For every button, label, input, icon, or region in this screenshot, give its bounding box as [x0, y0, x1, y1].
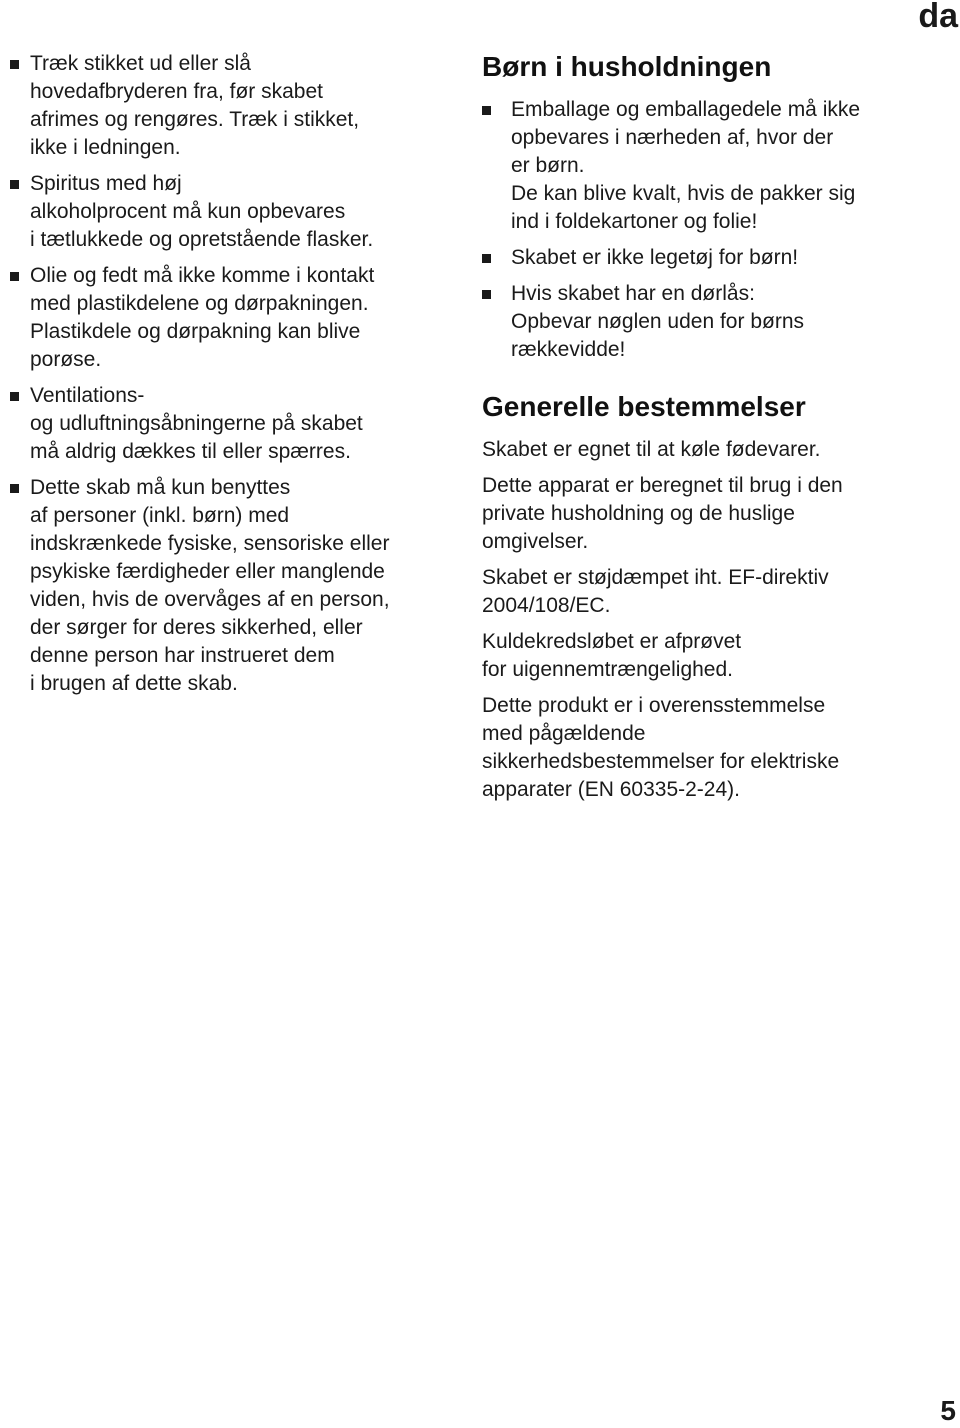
- square-bullet-icon: [10, 60, 19, 69]
- list-item-text: Træk stikket ud eller slå hovedafbryderen fra, før skabet afrimes og rengøres. Træk i stikket, ikke i ledningen.: [30, 52, 360, 159]
- list-item-text: Olie og fedt må ikke komme i kontakt med plastikdelene og dørpakningen. Plastikdele og dørpakning kan blive porøse.: [30, 264, 375, 371]
- list-item: [482, 96, 952, 236]
- list-item: [10, 50, 465, 162]
- language-tag: da: [918, 0, 958, 35]
- children-section-heading: Børn i husholdningen: [482, 51, 772, 82]
- square-bullet-icon: [482, 106, 491, 115]
- general-section-heading: Generelle bestemmelser: [482, 391, 806, 422]
- square-bullet-icon: [10, 180, 19, 189]
- general-paragraph: Dette produkt er i overensstemmelse med pågældende sikkerhedsbestemmelser for elektriske apparater (EN 60335-2-24).: [482, 694, 840, 801]
- list-item: [10, 474, 465, 698]
- list-item: [10, 170, 465, 254]
- general-paragraph: Kuldekredsløbet er afprøvet for uigennemtrængelighed.: [482, 630, 742, 681]
- list-item-text: Skabet er ikke legetøj for børn!: [511, 246, 799, 269]
- general-paragraph: Dette apparat er beregnet til brug i den private husholdning og de huslige omgivelser.: [482, 474, 843, 553]
- right-column: [482, 50, 952, 812]
- list-item-text: Ventilations- og udluftningsåbningerne på skabet må aldrig dækkes til eller spærres.: [30, 384, 363, 463]
- list-item: [10, 382, 465, 466]
- page-number: 5: [940, 1395, 956, 1426]
- list-item-text: Hvis skabet har en dørlås: Opbevar nøglen uden for børns rækkevidde!: [511, 282, 804, 361]
- list-item: [482, 244, 952, 272]
- list-item-text: Spiritus med høj alkoholprocent må kun opbevares i tætlukkede og opretstående flasker.: [30, 172, 374, 251]
- left-column: [10, 50, 465, 706]
- square-bullet-icon: [482, 254, 491, 263]
- list-item: [10, 262, 465, 374]
- square-bullet-icon: [10, 392, 19, 401]
- square-bullet-icon: [482, 290, 491, 299]
- general-paragraph: Skabet er egnet til at køle fødevarer.: [482, 438, 821, 461]
- list-item: [482, 280, 952, 364]
- safety-instructions-list: [10, 50, 465, 698]
- list-item-text: Emballage og emballagedele må ikke opbevares i nærheden af, hvor der er børn. De kan blive kvalt, hvis de pakker sig ind i foldekartoner og folie!: [511, 98, 861, 233]
- general-paragraph: Skabet er støjdæmpet iht. EF-direktiv 2004/108/EC.: [482, 566, 829, 617]
- children-safety-list: [482, 96, 952, 364]
- list-item-text: Dette skab må kun benyttes af personer (inkl. børn) med indskrænkede fysiske, sensoriske eller psykiske færdigheder eller manglende viden, hvis de overvåges af en person, der sørger for deres sikkerhed, eller denne person har instrueret dem i brugen af dette skab.: [30, 476, 390, 695]
- square-bullet-icon: [10, 484, 19, 493]
- square-bullet-icon: [10, 272, 19, 281]
